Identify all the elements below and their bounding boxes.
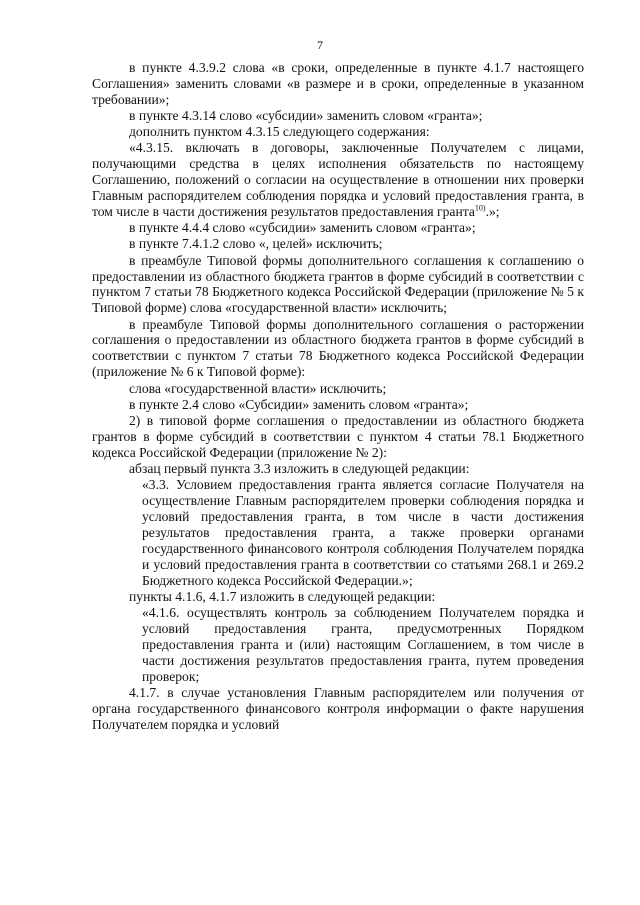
- paragraph: в преамбуле Типовой формы дополнительного соглашения о расторжении соглашения о предоставлении из областного бюджета грантов в форме субсидий в соответствии с пунктом 7 статьи 78 Бюджетного кодекса Российской Федерации (приложение № 6 к Типовой форме):: [92, 316, 584, 380]
- paragraph: дополнить пунктом 4.3.15 следующего содержания:: [129, 124, 430, 140]
- quoted-paragraph: «4.1.6. осуществлять контроль за соблюдением Получателем порядка и условий предоставления гранта, предусмотренных Порядком предоставления гранта и (или) настоящим Соглашением, в том числе в части достижения результатов предоставления гранта, путем проведения проверок;: [142, 604, 584, 684]
- paragraph: в пункте 4.3.9.2 слова «в сроки, определенные в пункте 4.1.7 настоящего Соглашения» заменить словами «в размере и в сроки, определенные в указанном требовании»;: [92, 60, 584, 107]
- paragraph: в пункте 7.4.1.2 слово «, целей» исключить;: [129, 236, 383, 252]
- paragraph: в пункте 2.4 слово «Субсидии» заменить словом «гранта»;: [129, 396, 469, 412]
- paragraph-text: «4.3.15. включать в договоры, заключенные Получателем с лицами, получающими средства в целях исполнения обязательств по настоящему Соглашению, положений о согласии на осуществление в отношении них проверки Главным распорядителем соблюдения порядка и условий предоставления гранта, в том числе в части достижения результатов предоставления гранта: [92, 140, 584, 220]
- footnote-reference: 10): [474, 203, 486, 213]
- quoted-paragraph: «3.3. Условием предоставления гранта является согласие Получателя на осуществление Главным распорядителем проверки соблюдения порядка и условий предоставления гранта, в том числе в части достижения результатов предоставления гранта, а также проверки органами государственного финансового контроля соблюдения Получателем порядка и условий предоставления гранта в соответствии со статьями 268.1 и 269.2 Бюджетного кодекса Российской Федерации.»;: [142, 477, 584, 588]
- paragraph: 2) в типовой форме соглашения о предоставлении из областного бюджета грантов в форме субсидий в соответствии с пунктом 4 статьи 78.1 Бюджетного кодекса Российской Федерации (приложение № 2):: [92, 412, 584, 460]
- paragraph: пункты 4.1.6, 4.1.7 изложить в следующей редакции:: [129, 588, 436, 604]
- page-number: 7: [317, 38, 323, 52]
- paragraph: слова «государственной власти» исключить;: [129, 380, 387, 396]
- paragraph: в пункте 4.3.14 слово «субсидии» заменить словом «гранта»;: [129, 108, 483, 124]
- paragraph-suffix: .»;: [485, 204, 500, 220]
- paragraph: 4.1.7. в случае установления Главным распорядителем или получения от органа государственного финансового контроля информации о факте нарушения Получателем порядка и условий: [92, 684, 584, 732]
- paragraph: в преамбуле Типовой формы дополнительного соглашения к соглашению о предоставлении из областного бюджета грантов в форме субсидий в соответствии с пунктом 7 статьи 78 Бюджетного кодекса Российской Федерации (приложение № 5 к Типовой форме) слова «государственной власти» исключить;: [92, 252, 584, 316]
- paragraph: абзац первый пункта 3.3 изложить в следующей редакции:: [129, 460, 470, 476]
- paragraph: в пункте 4.4.4 слово «субсидии» заменить словом «гранта»;: [129, 220, 476, 236]
- paragraph-with-footnote: [92, 140, 584, 220]
- document-body: [92, 60, 584, 733]
